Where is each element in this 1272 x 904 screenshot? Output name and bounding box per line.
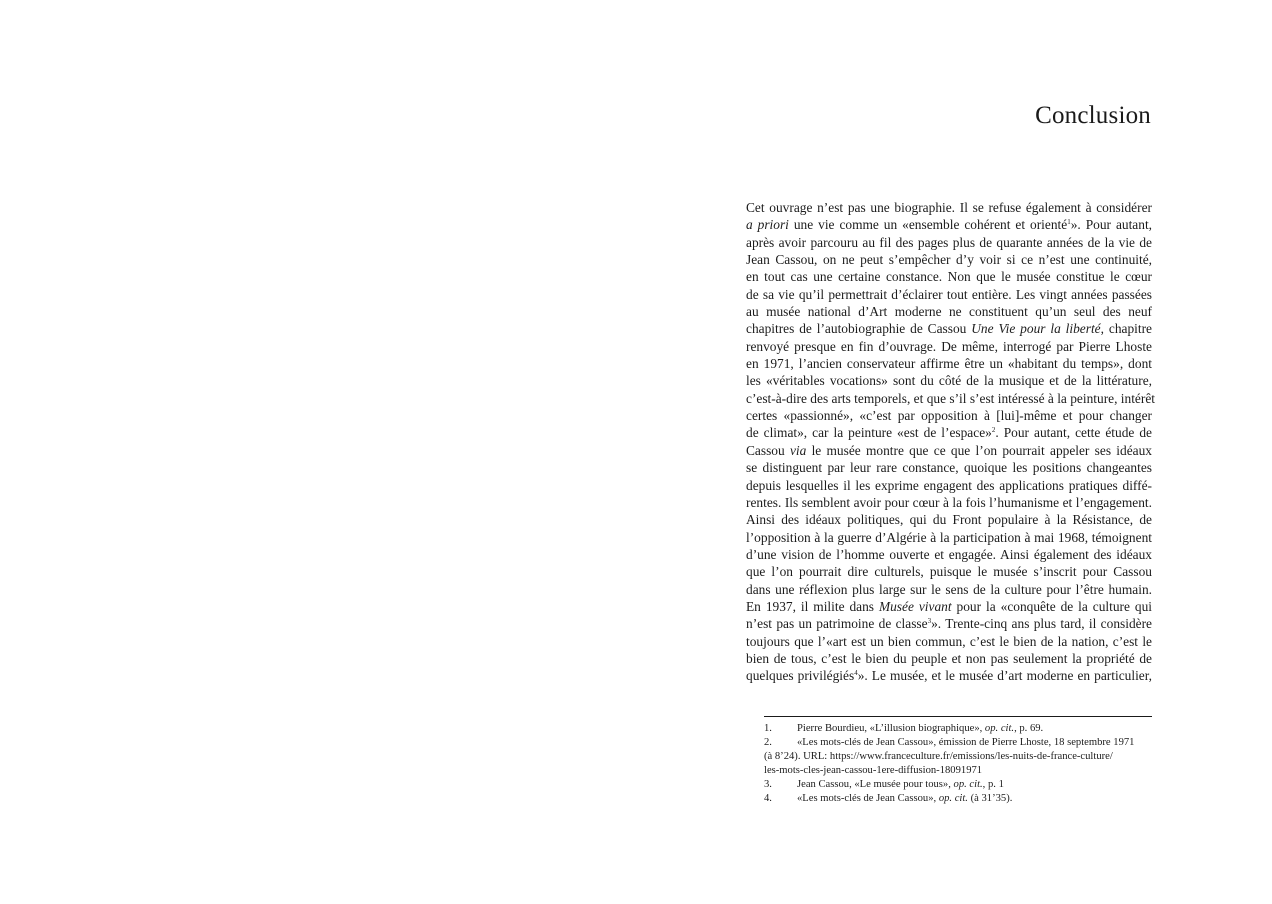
- chapter-title: Conclusion: [1035, 102, 1151, 129]
- body-paragraph: [746, 199, 1155, 685]
- body-line: que l’on pourrait dire culturels, puisque le musée s’inscrit pour Cassou: [746, 564, 1152, 580]
- body-line: après avoir parcouru au fil des pages plus de quarante années de la vie de: [746, 234, 1152, 250]
- body-line: c’est-à-dire des arts temporels, et que s’il s’est intéressé à la peinture, intérêt: [746, 390, 1155, 406]
- footnote-3: 3. Jean Cassou, «Le musée pour tous», op. cit., p. 1: [764, 779, 1004, 790]
- body-line: depuis lesquelles il les exprime engagent des applications pratiques diffé-: [746, 477, 1152, 493]
- body-line: certes «passionné», «c’est par opposition à [lui]-même et pour changer: [746, 408, 1152, 424]
- body-line: se distinguent par leur rare constance, quoique les positions changeantes: [746, 460, 1152, 476]
- body-line: En 1937, il milite dans Musée vivant pour la «conquête de la culture qui: [746, 598, 1153, 614]
- footnote-url-cont[interactable]: les-mots-cles-jean-cassou-1ere-diffusion-18091971: [764, 765, 983, 776]
- body-line: Ainsi des idéaux politiques, qui du Front populaire à la Résistance, de: [746, 512, 1152, 528]
- footnote-1: 1. Pierre Bourdieu, «L’illusion biographique», op. cit., p. 69.: [764, 723, 1044, 734]
- footnote-2: 2. «Les mots-clés de Jean Cassou», émission de Pierre Lhoste, 18 septembre 1971 (à 8’24). URL: https://www.franceculture.fr/emissions/les-nuits-de-france-culture/ les-mots-cles-jean-cassou-1ere-diffusion-18091971: [764, 736, 1152, 778]
- body-line: n’est pas un patrimoine de classe$^3$». Trente-cinq ans plus tard, il considère: [746, 616, 1152, 632]
- body-line: de sa vie qu’il permettrait d’éclairer tout entière. Les vingt années passées: [746, 286, 1152, 302]
- footnote-number: 4.: [764, 793, 772, 804]
- footnote-divider: [764, 716, 1152, 717]
- footnote-ref-1[interactable]: 1: [1067, 218, 1071, 227]
- footnote-ref-3[interactable]: 3: [927, 617, 932, 626]
- footnote-ref-2[interactable]: 2: [991, 426, 996, 435]
- footnote-ref-4[interactable]: 4: [854, 669, 858, 678]
- body-line: renvoyé presque en fin d’ouvrage. De même, interrogé par Pierre Lhoste: [746, 338, 1152, 354]
- body-line: les «véritables vocations» sont du côté de la musique et de la littérature,: [746, 373, 1152, 389]
- body-line: Cassou via le musée montre que ce que l’on pourrait appeler ses idéaux: [746, 442, 1152, 458]
- body-line: au musée national d’Art moderne ne constituent qu’un seul des neuf: [746, 304, 1152, 320]
- footnote-number: 3.: [764, 779, 772, 790]
- body-line: de climat», car la peinture «est de l’espace»$^2$. Pour autant, cette étude de: [746, 425, 1152, 441]
- body-line: en tout cas une certaine constance. Non que le musée constitue le cœur: [746, 269, 1152, 285]
- body-line: Cet ouvrage n’est pas une biographie. Il se refuse également à considérer: [746, 200, 1152, 215]
- footnote-number: 1.: [764, 723, 772, 734]
- body-line: d’une vision de l’homme ouverte et engagée. Ainsi également des idéaux: [746, 546, 1152, 562]
- body-line: dans une réflexion plus large sur le sens de la culture pour l’être humain.: [746, 581, 1152, 597]
- body-line: bien de tous, c’est le bien du peuple et non pas seulement la propriété de: [746, 650, 1152, 666]
- body-line: Jean Cassou, on ne peut s’empêcher d’y voir si ce n’est une continuité,: [746, 252, 1152, 268]
- body-line: quelques privilégiés$^4$». Le musée, et le musée d’art moderne en particulier,: [746, 668, 1152, 684]
- footnote-url[interactable]: (à 8’24). URL: https://www.franceculture.fr/emissions/les-nuits-de-france-culture/: [764, 751, 1113, 762]
- body-line: chapitres de l’autobiographie de Cassou Une Vie pour la liberté, chapitre: [746, 321, 1152, 337]
- body-line: a priori une vie comme un «ensemble cohérent et orienté$^1$». Pour autant,: [746, 217, 1153, 233]
- right-page: [636, 0, 1272, 904]
- body-line: rentes. Ils semblent avoir pour cœur à la fois l’humanisme et l’engagement.: [746, 494, 1152, 510]
- footnote-number: 2.: [764, 737, 772, 748]
- footnote-4: 4. «Les mots-clés de Jean Cassou», op. cit. (à 31’35).: [764, 793, 1013, 804]
- body-line: l’opposition à la guerre d’Algérie à la participation à mai 1968, témoignent: [746, 529, 1152, 545]
- footnotes: [764, 722, 1152, 806]
- body-line: en 1971, l’ancien conservateur affirme être un «habitant du temps», dont: [746, 356, 1152, 372]
- body-line: toujours que l’«art est un bien commun, c’est le bien de la nation, c’est le: [746, 633, 1152, 649]
